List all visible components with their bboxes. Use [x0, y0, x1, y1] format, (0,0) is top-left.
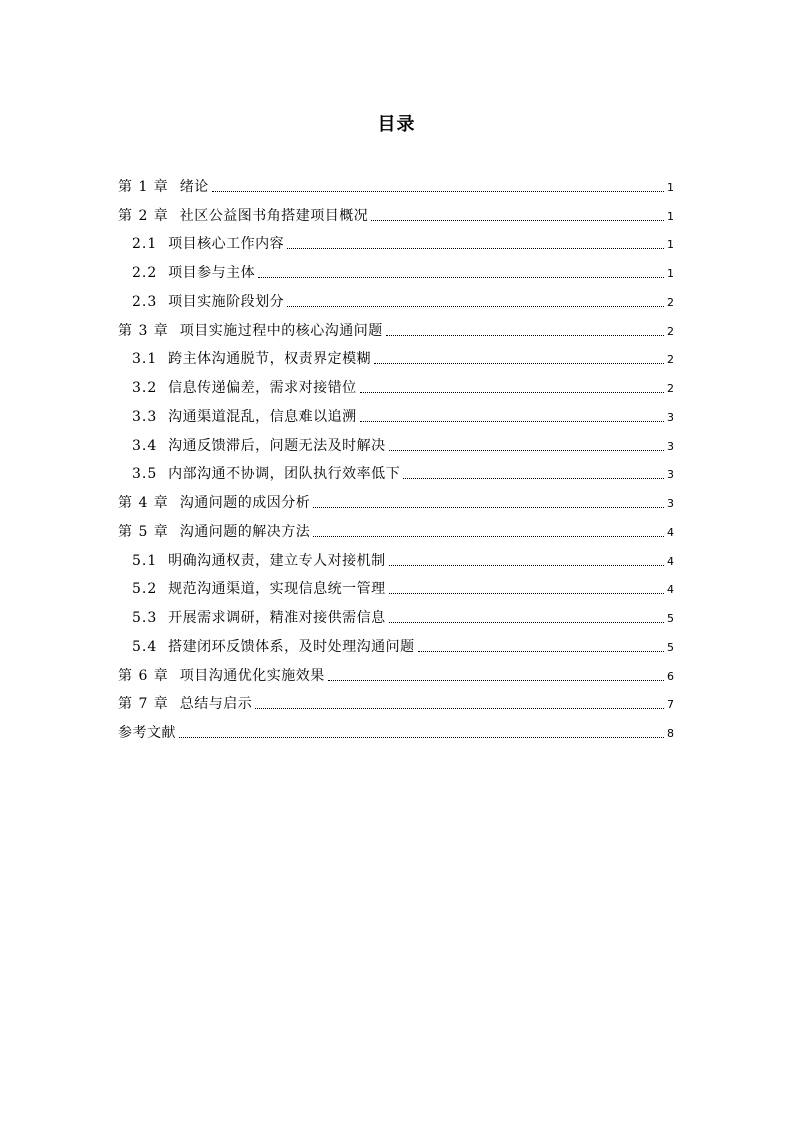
toc-title: 目录 — [377, 114, 416, 135]
toc-chapter-entry[interactable] — [118, 685, 674, 714]
toc-entry-number: 2.2 — [132, 265, 169, 281]
toc-page-number: 1 — [667, 238, 674, 252]
toc-page-number: 2 — [667, 324, 674, 338]
toc-entry-number: 第 5 章 — [118, 523, 180, 540]
toc-dot-leader — [374, 363, 664, 364]
toc-dot-leader — [389, 450, 664, 451]
toc-page-number: 1 — [667, 180, 674, 194]
toc-dot-leader — [360, 421, 664, 422]
toc-section-entry[interactable] — [118, 598, 674, 627]
toc-page-number: 4 — [667, 525, 674, 539]
toc-entry-title: 沟通问题的解决方法 — [179, 523, 311, 540]
toc-section-entry[interactable] — [118, 340, 674, 369]
toc-entry-number: 第 2 章 — [118, 207, 180, 224]
toc-dot-leader — [403, 478, 664, 479]
toc-dot-leader — [313, 507, 664, 508]
toc-entry-title: 项目参与主体 — [168, 265, 256, 281]
toc-dot-leader — [418, 651, 664, 652]
toc-entry-title: 沟通反馈滞后，问题无法及时解决 — [168, 437, 386, 454]
toc-section-entry[interactable] — [118, 253, 674, 282]
toc-dot-leader — [371, 220, 664, 221]
toc-entry-title: 社区公益图书角搭建项目概况 — [179, 207, 369, 224]
toc-section-entry[interactable] — [118, 541, 674, 570]
toc-entry-title: 跨主体沟通脱节，权责界定模糊 — [168, 351, 372, 368]
toc-entry-number: 5.3 — [132, 610, 169, 626]
toc-section-entry[interactable] — [118, 570, 674, 599]
toc-section-entry[interactable] — [118, 225, 674, 254]
toc-entry-title: 参考文献 — [118, 725, 176, 741]
toc-entry-title: 沟通渠道混乱，信息难以追溯 — [168, 408, 357, 425]
toc-entry-number: 5.1 — [132, 552, 169, 569]
toc-page-number: 2 — [667, 382, 674, 395]
toc-page-number: 5 — [667, 612, 674, 625]
toc-entry-number: 3.1 — [132, 351, 169, 368]
toc-list — [118, 167, 674, 742]
toc-page-number: 1 — [667, 209, 674, 223]
toc-entry-title: 总结与启示 — [179, 696, 253, 713]
toc-dot-leader — [313, 536, 664, 537]
toc-entry-number: 3.5 — [132, 466, 169, 483]
toc-entry-number: 2.1 — [132, 236, 169, 253]
toc-chapter-entry[interactable] — [118, 656, 674, 685]
toc-page-number: 3 — [667, 497, 674, 510]
toc-entry-number: 3.3 — [132, 408, 169, 425]
toc-entry-title: 内部沟通不协调，团队执行效率低下 — [168, 466, 401, 483]
toc-entry-number: 2.3 — [132, 293, 169, 310]
toc-page-number: 8 — [667, 727, 674, 740]
toc-dot-leader — [328, 680, 664, 681]
toc-page-number: 3 — [667, 468, 674, 482]
toc-dot-leader — [287, 306, 664, 307]
toc-section-entry[interactable] — [118, 368, 674, 397]
toc-page-number: 3 — [667, 410, 674, 424]
toc-page-number: 6 — [667, 669, 674, 683]
toc-chapter-entry[interactable] — [118, 311, 674, 340]
toc-dot-leader — [389, 593, 664, 594]
toc-entry-number: 第 4 章 — [118, 495, 180, 511]
toc-dot-leader — [255, 708, 664, 709]
toc-entry-title: 项目实施阶段划分 — [168, 293, 285, 310]
toc-section-entry[interactable] — [118, 397, 674, 426]
toc-dot-leader — [287, 248, 664, 249]
toc-entry-title: 项目核心工作内容 — [168, 236, 285, 253]
toc-page-number: 5 — [667, 640, 674, 654]
toc-entry-title: 搭建闭环反馈体系，及时处理沟通问题 — [168, 638, 415, 655]
toc-dot-leader — [389, 622, 664, 623]
toc-chapter-entry[interactable] — [118, 167, 674, 196]
toc-section-entry[interactable] — [118, 627, 674, 656]
toc-entry-number: 第 1 章 — [118, 178, 180, 195]
toc-entry-title: 开展需求调研，精准对接供需信息 — [168, 610, 386, 626]
toc-entry-number: 5.2 — [132, 581, 169, 598]
toc-chapter-entry[interactable] — [118, 713, 674, 742]
toc-chapter-entry[interactable] — [118, 483, 674, 512]
toc-entry-number: 3.4 — [132, 437, 169, 454]
toc-entry-title: 绪论 — [179, 178, 209, 195]
toc-dot-leader — [179, 737, 664, 738]
toc-entry-title: 项目沟通优化实施效果 — [179, 667, 325, 684]
toc-entry-title: 沟通问题的成因分析 — [179, 495, 311, 511]
toc-dot-leader — [386, 335, 664, 336]
toc-dot-leader — [258, 277, 664, 278]
toc-entry-number: 5.4 — [132, 638, 169, 655]
toc-entry-number: 第 6 章 — [118, 667, 180, 684]
toc-page-number: 2 — [667, 295, 674, 309]
toc-chapter-entry[interactable] — [118, 512, 674, 541]
toc-chapter-entry[interactable] — [118, 196, 674, 225]
toc-section-entry[interactable] — [118, 426, 674, 455]
toc-dot-leader — [389, 565, 664, 566]
toc-entry-number: 第 3 章 — [118, 322, 180, 339]
toc-entry-number: 3.2 — [132, 380, 169, 396]
toc-entry-title: 信息传递偏差，需求对接错位 — [168, 380, 357, 396]
toc-page-number: 2 — [667, 353, 674, 367]
toc-entry-title: 明确沟通权责，建立专人对接机制 — [168, 552, 386, 569]
toc-dot-leader — [360, 392, 664, 393]
toc-entry-title: 项目实施过程中的核心沟通问题 — [179, 322, 383, 339]
toc-entry-number: 第 7 章 — [118, 696, 180, 713]
toc-page-number: 1 — [667, 267, 674, 280]
toc-page-number: 4 — [667, 554, 674, 568]
toc-section-entry[interactable] — [118, 282, 674, 311]
toc-entry-title: 规范沟通渠道，实现信息统一管理 — [168, 581, 386, 598]
toc-dot-leader — [212, 191, 664, 192]
toc-page-number: 4 — [667, 583, 674, 597]
toc-section-entry[interactable] — [118, 455, 674, 484]
toc-page-number: 7 — [667, 698, 674, 712]
toc-page-number: 3 — [667, 439, 674, 453]
